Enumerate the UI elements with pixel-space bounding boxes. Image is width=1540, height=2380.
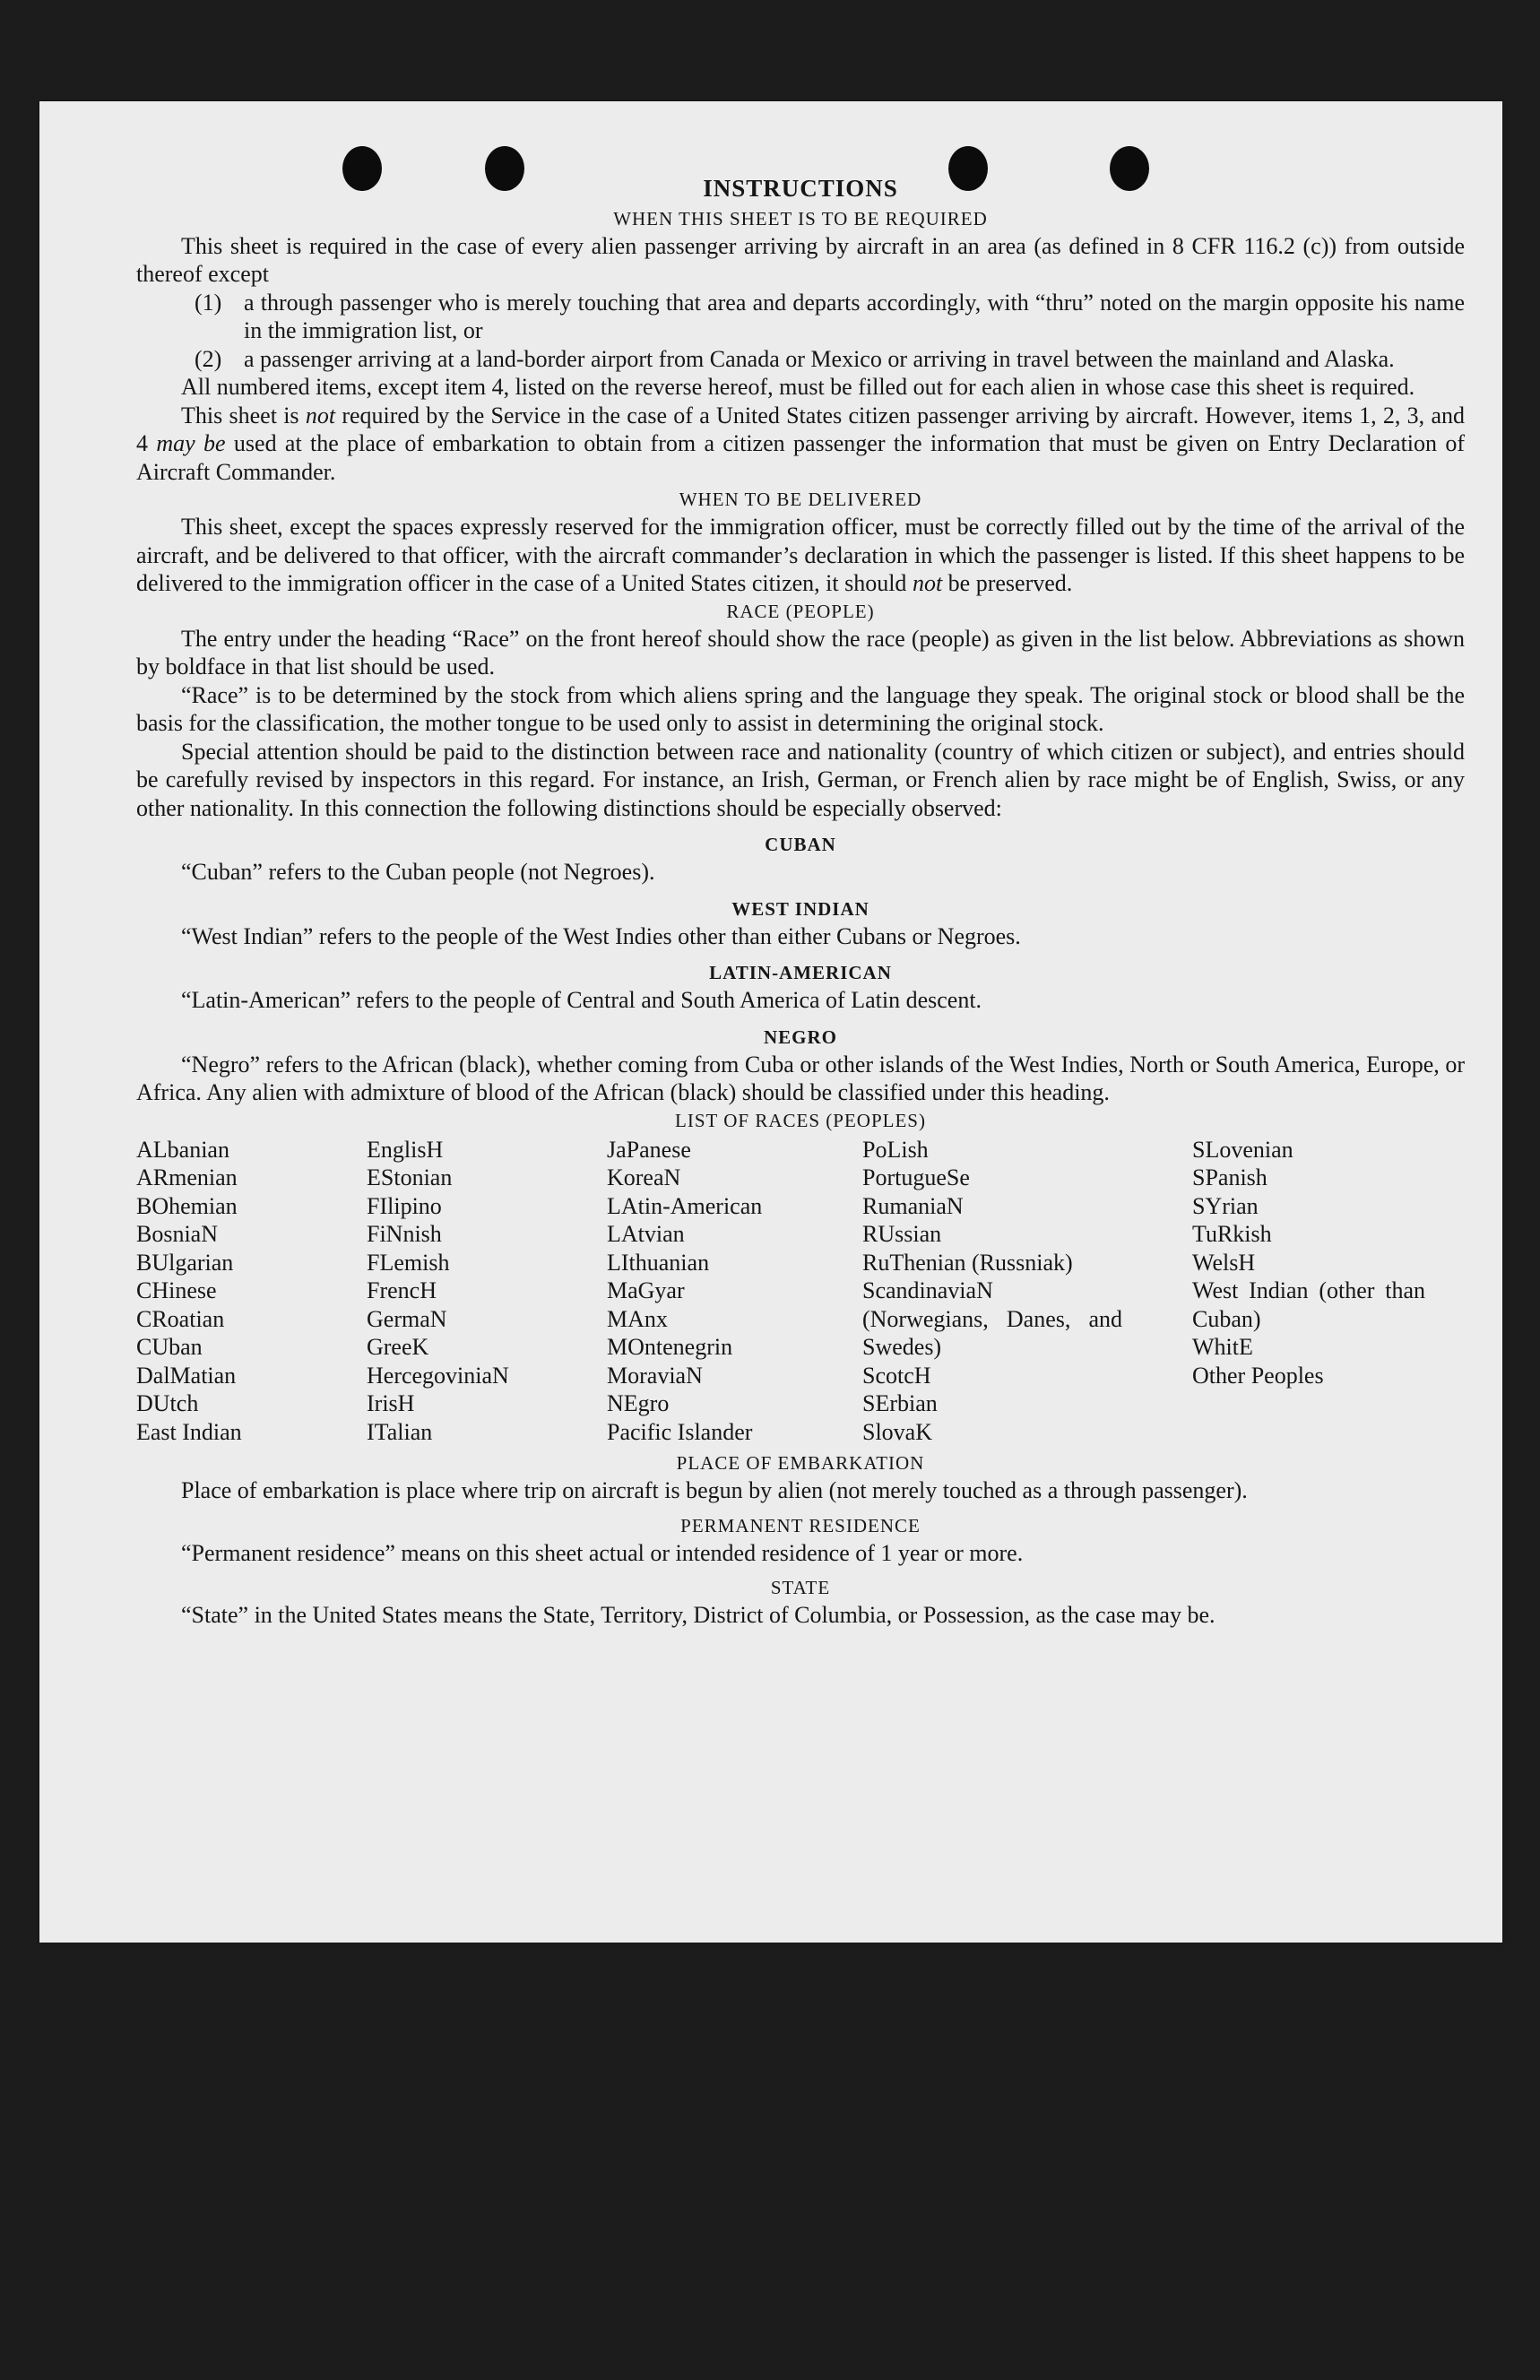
section-heading-cuban: CUBAN: [765, 834, 836, 855]
list-item: Pacific Islander: [607, 1418, 753, 1445]
paragraph: This sheet, except the spaces expressly reserved for the immigration officer, must be correctly filled out by the time of the arrival of the aircraft, and be delivered to that officer, with the aircraft commander’s declaration in which the passenger is listed. If this sheet happens to be delivered to the immigration officer in the case of a United States citizen, it should not be preserved.: [136, 514, 1465, 596]
list-item: KoreaN: [607, 1164, 681, 1190]
instructions-body: [136, 175, 1465, 1630]
list-item: IrisH: [367, 1390, 415, 1416]
list-item: JaPanese: [607, 1136, 691, 1163]
section-heading-delivered: WHEN TO BE DELIVERED: [679, 489, 922, 510]
list-item: TuRkish: [1192, 1221, 1272, 1247]
list-item: MoraviaN: [607, 1362, 703, 1389]
page-title: INSTRUCTIONS: [703, 175, 898, 202]
list-item: (1) a through passenger who is merely touching that area and departs accordingly, with “thru” noted on the margin opposite his name in the immigration list, or: [195, 289, 1465, 343]
list-item: SErbian: [862, 1390, 938, 1416]
list-item: PoLish: [862, 1136, 929, 1163]
list-item: GermaN: [367, 1305, 447, 1332]
paragraph: The entry under the heading “Race” on the front hereof should show the race (people) as given in the list below. Abbreviations as shown by boldface in that list should be used.: [136, 625, 1465, 679]
list-item: SYrian: [1192, 1192, 1259, 1219]
list-item: West Indian (other than Cuban): [1192, 1277, 1425, 1332]
list-item: ScotcH: [862, 1362, 931, 1389]
list-item: SPanish: [1192, 1164, 1267, 1190]
paragraph: “Race” is to be determined by the stock from which aliens spring and the language they speak. The original stock or blood shall be the basis for the classification, the mother tongue to be used only to assist in determining the original stock.: [136, 681, 1465, 736]
list-item: (2) a passenger arriving at a land-border airport from Canada or Mexico or arriving in travel between the mainland and Alaska.: [195, 345, 1395, 372]
paragraph: “State” in the United States means the State, Territory, District of Columbia, or Possession, as the case may be.: [181, 1602, 1216, 1628]
list-item: CUban: [136, 1334, 203, 1360]
list-item: ScandinaviaN (Norwegians, Danes, and Swedes): [862, 1277, 1122, 1360]
list-item: MOntenegrin: [607, 1334, 733, 1360]
list-item: PortugueSe: [862, 1164, 970, 1190]
list-item: CRoatian: [136, 1305, 225, 1332]
paragraph: “Cuban” refers to the Cuban people (not Negroes).: [181, 859, 655, 885]
list-item: MaGyar: [607, 1277, 685, 1303]
list-item: EStonian: [367, 1164, 453, 1190]
list-item: RumaniaN: [862, 1192, 964, 1219]
section-heading-west-indian: WEST INDIAN: [731, 897, 869, 920]
race-list: [136, 1136, 1465, 1447]
list-item: MAnx: [607, 1305, 668, 1332]
list-item: ALbanian: [136, 1136, 229, 1163]
list-item: LAtin-American: [607, 1192, 763, 1219]
race-column: [367, 1136, 607, 1447]
race-column: [1192, 1136, 1465, 1447]
race-column: [862, 1136, 1192, 1447]
section-heading-negro: NEGRO: [763, 1026, 837, 1048]
list-item: SLovenian: [1192, 1136, 1293, 1163]
list-item: FiNnish: [367, 1221, 442, 1247]
paragraph: “Permanent residence” means on this sheet actual or intended residence of 1 year or more.: [181, 1539, 1024, 1566]
list-item: WelsH: [1192, 1249, 1256, 1276]
race-column: [136, 1136, 367, 1447]
section-heading-race: RACE (PEOPLE): [726, 600, 875, 622]
section-heading-required: WHEN THIS SHEET IS TO BE REQUIRED: [613, 207, 988, 229]
list-item: EnglisH: [367, 1136, 444, 1163]
list-item: RuThenian (Russniak): [862, 1249, 1073, 1276]
paragraph: Special attention should be paid to the distinction between race and nationality (country of which citizen or subject), and entries should be carefully revised by inspectors in this regard. For instance, an Irish, German, or French alien by race might be of English, Swiss, or any other nationality. In this connection the following distinctions should be especially observed:: [136, 738, 1465, 821]
list-item: FIlipino: [367, 1192, 442, 1219]
list-item: LIthuanian: [607, 1249, 710, 1276]
list-item: WhitE: [1192, 1334, 1253, 1360]
list-item: BOhemian: [136, 1192, 238, 1219]
paragraph: Place of embarkation is place where trip on aircraft is begun by alien (not merely touched as a through passenger).: [181, 1477, 1248, 1503]
list-item: LAtvian: [607, 1221, 685, 1247]
section-heading-latin-american: LATIN-AMERICAN: [709, 962, 892, 983]
list-item: East Indian: [136, 1418, 242, 1445]
list-item: ITalian: [367, 1418, 433, 1445]
paragraph: All numbered items, except item 4, listed on the reverse hereof, must be filled out for each alien in whose case this sheet is required.: [181, 374, 1415, 400]
section-heading-state: STATE: [770, 1577, 831, 1598]
paragraph: “Negro” refers to the African (black), whether coming from Cuba or other islands of the West Indies, North or South America, Europe, or Africa. Any alien with admixture of blood of the African (black) should be classified under this heading.: [136, 1051, 1465, 1105]
list-item: FrencH: [367, 1277, 437, 1303]
section-heading-embarkation: PLACE OF EMBARKATION: [676, 1452, 925, 1474]
list-item: Other Peoples: [1192, 1362, 1324, 1389]
paragraph: This sheet is required in the case of every alien passenger arriving by aircraft in an area (as defined in 8 CFR 116.2 (c)) from outside thereof except: [136, 232, 1465, 287]
list-item: CHinese: [136, 1277, 217, 1303]
paragraph: “West Indian” refers to the people of the West Indies other than either Cubans or Negroes.: [181, 922, 1021, 949]
section-heading-residence: PERMANENT RESIDENCE: [680, 1514, 921, 1536]
section-heading-race-list: LIST OF RACES (PEOPLES): [675, 1109, 926, 1131]
paragraph: This sheet is not required by the Service in the case of a United States citizen passenger arriving by aircraft. However, items 1, 2, 3, and 4 may be used at the place of embarkation to obtain from a citizen passenger the information that must be given on Entry Declaration of Aircraft Commander.: [136, 402, 1466, 485]
list-item: BosniaN: [136, 1221, 218, 1247]
race-column: [607, 1136, 862, 1447]
list-item: RUssian: [862, 1221, 942, 1247]
list-item: SlovaK: [862, 1418, 932, 1445]
list-item: FLemish: [367, 1249, 450, 1276]
list-item: BUlgarian: [136, 1249, 234, 1276]
paragraph: “Latin-American” refers to the people of Central and South America of Latin descent.: [181, 987, 982, 1013]
list-item: ARmenian: [136, 1164, 238, 1190]
instruction-sheet: [39, 101, 1502, 1943]
list-item: NEgro: [607, 1390, 670, 1416]
list-item: GreeK: [367, 1334, 429, 1360]
list-item: HercegoviniaN: [367, 1362, 509, 1389]
list-item: DalMatian: [136, 1362, 237, 1389]
list-item: DUtch: [136, 1390, 199, 1416]
